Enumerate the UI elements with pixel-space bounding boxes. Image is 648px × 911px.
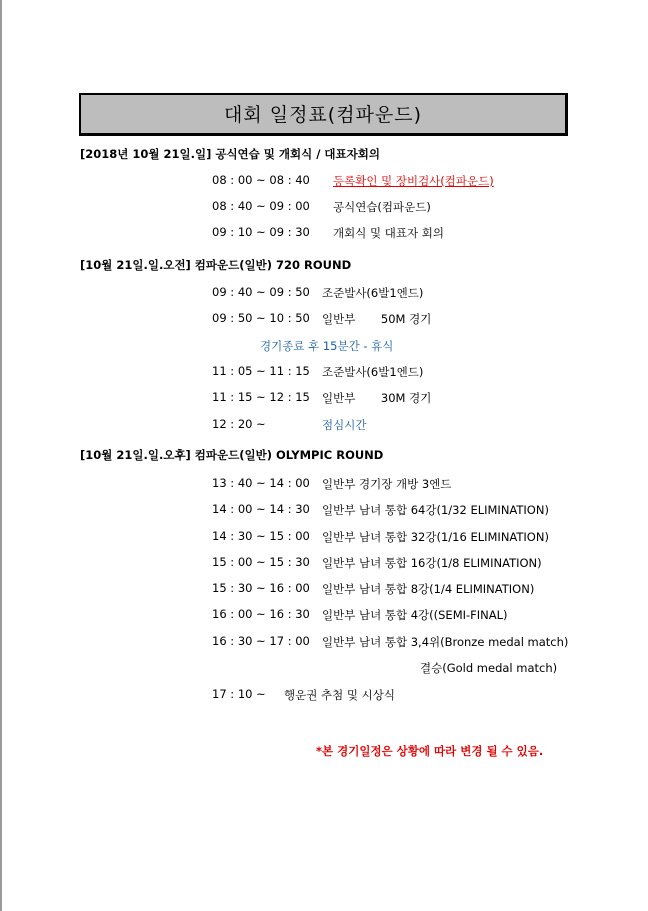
schedule-time: 12 : 20 ~ <box>212 417 266 431</box>
schedule-time: 13 : 40 ~ 14 : 00 <box>212 476 310 490</box>
schedule-time: 15 : 30 ~ 16 : 00 <box>212 581 310 595</box>
schedule-time: 14 : 30 ~ 15 : 00 <box>212 529 310 543</box>
schedule-event: 일반부 50M 경기 <box>322 312 432 326</box>
schedule-time: 09 : 50 ~ 10 : 50 <box>212 311 310 325</box>
schedule-event: 일반부 남녀 통합 8강(1/4 ELIMINATION) <box>322 582 535 596</box>
schedule-event: 일반부 남녀 통합 64강(1/32 ELIMINATION) <box>322 503 549 517</box>
page-edge <box>0 0 2 911</box>
schedule-time: 11 : 15 ~ 12 : 15 <box>212 390 310 404</box>
schedule-time: 16 : 30 ~ 17 : 00 <box>212 634 310 648</box>
schedule-event: 조준발사(6발1엔드) <box>322 365 424 379</box>
schedule-event: 일반부 30M 경기 <box>322 391 432 405</box>
break-notice: 경기종료 후 15분간 - 휴식 <box>260 339 394 353</box>
schedule-event: 행운권 추첨 및 시상식 <box>284 688 395 702</box>
schedule-time: 17 : 10 ~ <box>212 687 266 701</box>
schedule-event: 일반부 남녀 통합 32강(1/16 ELIMINATION) <box>322 530 549 544</box>
schedule-time: 15 : 00 ~ 15 : 30 <box>212 555 310 569</box>
schedule-time: 11 : 05 ~ 11 : 15 <box>212 364 310 378</box>
section-heading-2: [10월 21일.일.오전] 컴파운드(일반) 720 ROUND <box>80 258 352 272</box>
lunch-event: 점심시간 <box>322 418 367 432</box>
schedule-event: 일반부 남녀 통합 4강((SEMI-FINAL) <box>322 608 508 622</box>
schedule-time: 09 : 40 ~ 09 : 50 <box>212 285 310 299</box>
page-title: 대회 일정표(컴파운드) <box>79 93 568 136</box>
schedule-time: 16 : 00 ~ 16 : 30 <box>212 607 310 621</box>
schedule-event-highlight: 등록확인 및 장비검사(컴파운드) <box>333 174 494 188</box>
section-heading-3: [10월 21일.일.오후] 컴파운드(일반) OLYMPIC ROUND <box>80 448 384 462</box>
schedule-event: 일반부 남녀 통합 3,4위(Bronze medal match) <box>322 635 569 649</box>
schedule-event: 결승(Gold medal match) <box>420 661 558 675</box>
schedule-event: 일반부 남녀 통합 16강(1/8 ELIMINATION) <box>322 556 542 570</box>
schedule-event: 공식연습(컴파운드) <box>333 200 431 214</box>
schedule-event: 개회식 및 대표자 회의 <box>333 226 444 240</box>
schedule-event: 조준발사(6발1엔드) <box>322 286 424 300</box>
schedule-time: 08 : 40 ~ 09 : 00 <box>212 199 310 213</box>
section-heading-1: [2018년 10월 21일.일] 공식연습 및 개회식 / 대표자회의 <box>80 147 380 161</box>
schedule-time: 14 : 00 ~ 14 : 30 <box>212 502 310 516</box>
schedule-time: 08 : 00 ~ 08 : 40 <box>212 173 310 187</box>
schedule-event: 일반부 경기장 개방 3엔드 <box>322 477 452 491</box>
schedule-change-note: *본 경기일정은 상황에 따라 변경 될 수 있음. <box>316 744 544 758</box>
schedule-time: 09 : 10 ~ 09 : 30 <box>212 225 310 239</box>
